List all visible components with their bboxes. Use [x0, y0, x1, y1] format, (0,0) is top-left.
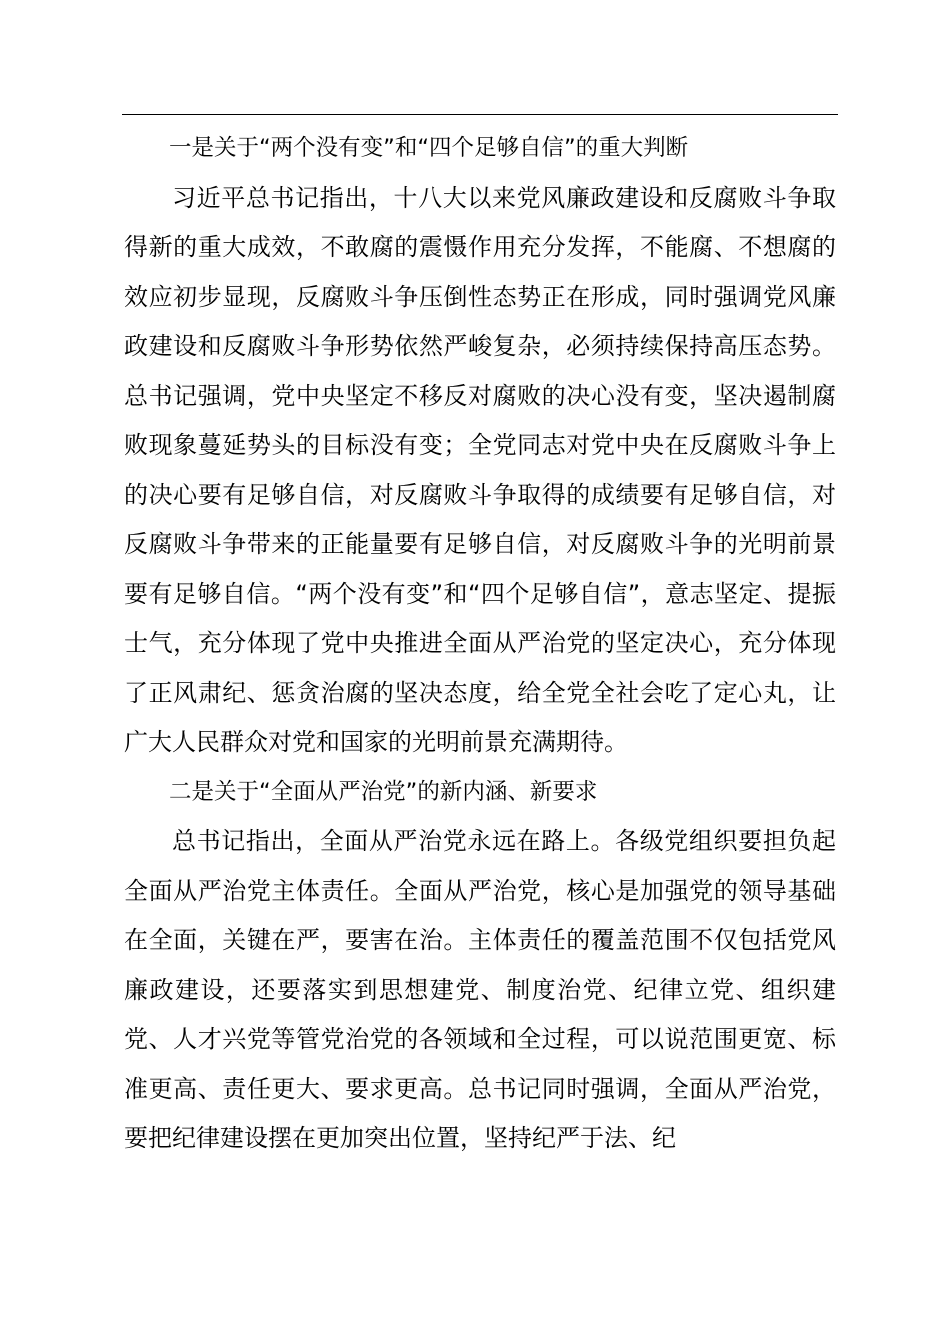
paragraph-1: 习近平总书记指出，十八大以来党风廉政建设和反腐败斗争取得新的重大成效，不敢腐的震慑作用充分发挥，不能腐、不想腐的效应初步显现，反腐败斗争压倒性态势正在形成，同时强调党风廉政建设和反腐败斗争形势依然严峻复杂，必须持续保持高压态势。总书记强调，党中央坚定不移反对腐败的决心没有变，坚决遏制腐败现象蔓延势头的目标没有变；全党同志对党中央在反腐败斗争上的决心要有足够自信，对反腐败斗争取得的成绩要有足够自信，对反腐败斗争带来的正能量要有足够自信，对反腐败斗争的光明前景要有足够自信。“两个没有变”和“四个足够自信”，意志坚定、提振士气，充分体现了党中央推进全面从严治党的坚定决心，充分体现了正风肃纪、惩贪治腐的坚决态度，给全党全社会吃了定心丸，让广大人民群众对党和国家的光明前景充满期待。 — [124, 183, 836, 756]
section-heading-2: 二是关于“全面从严治党”的新内涵、新要求 — [169, 778, 598, 805]
document-body — [124, 124, 836, 1164]
section-heading-1: 一是关于“两个没有变”和“四个足够自信”的重大判断 — [169, 135, 689, 161]
paragraph-2: 总书记指出，全面从严治党永远在路上。各级党组织要担负起全面从严治党主体责任。全面从严治党，核心是加强党的领导基础在全面，关键在严，要害在治。主体责任的覆盖范围不仅包括党风廉政建设，还要落实到思想建党、制度治党、纪律立党、组织建党、人才兴党等管党治党的各领域和全过程，可以说范围更宽、标准更高、责任更大、要求更高。总书记同时强调，全面从严治党，要把纪律建设摆在更加突出位置，坚持纪严于法、纪 — [124, 827, 836, 1152]
header-rule — [122, 114, 838, 115]
